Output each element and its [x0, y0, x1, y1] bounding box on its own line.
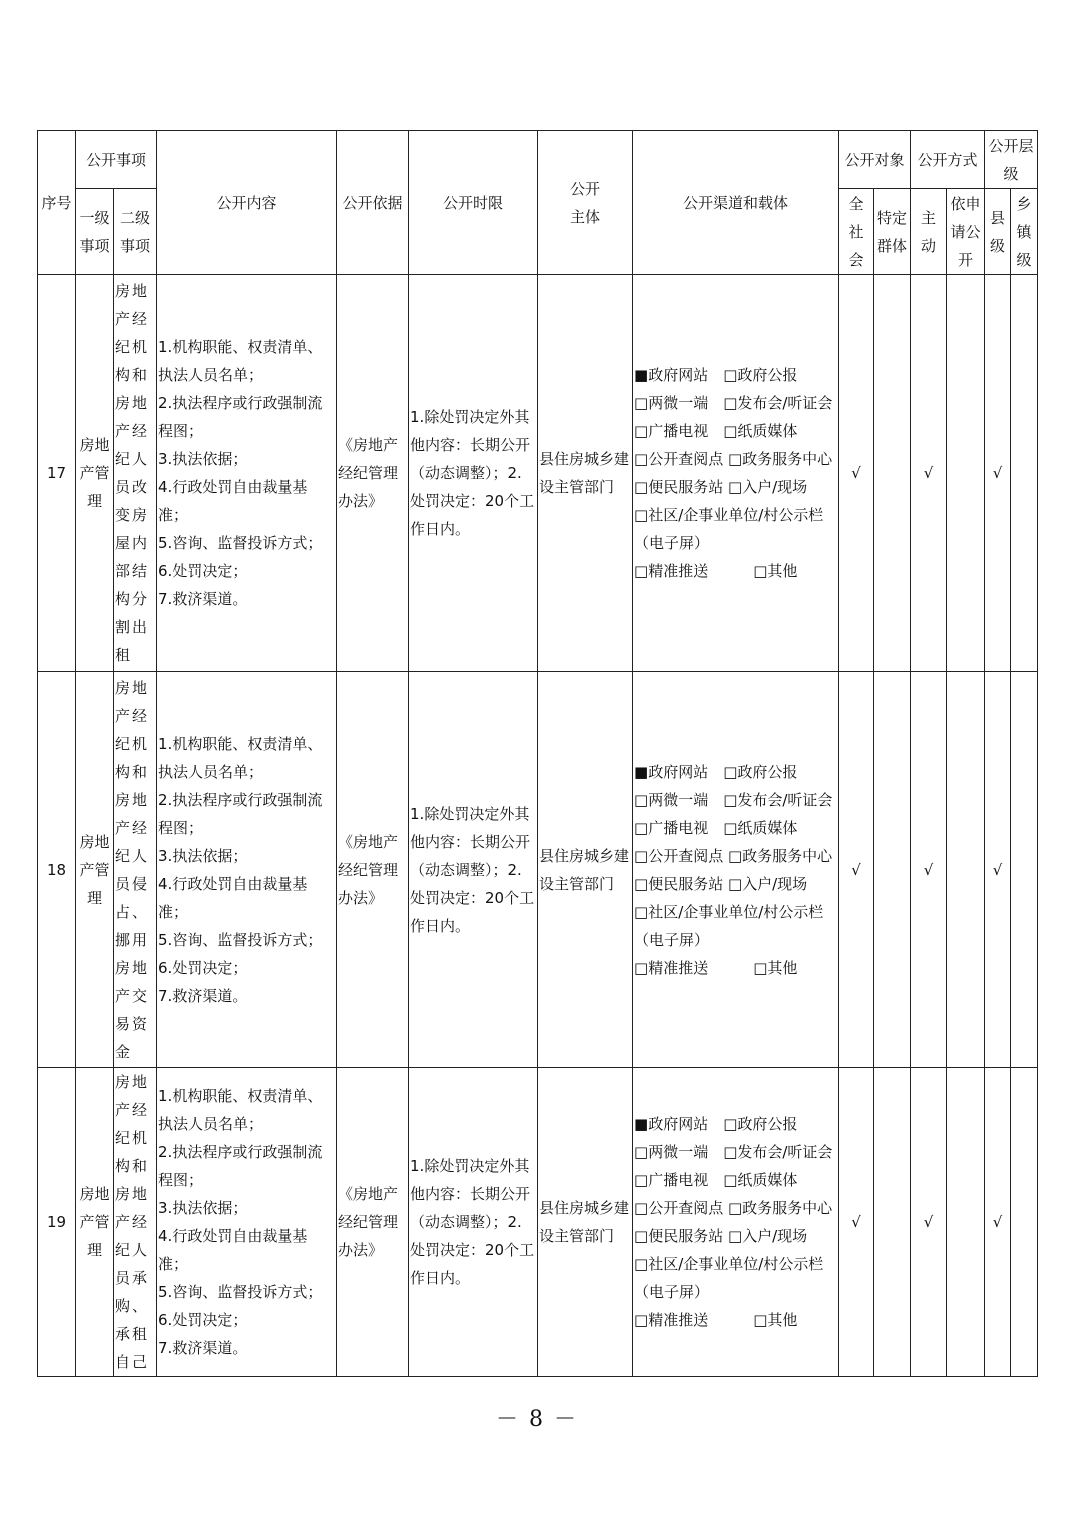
- header-seq: 序号: [38, 131, 76, 275]
- channel-option: ■政府网站 □政府公报: [634, 1115, 798, 1133]
- header-level2: 二级事项: [114, 189, 157, 275]
- row-time-limit: 1.除处罚决定外其他内容：长期公开（动态调整）；2.处罚决定：20个工作日内。: [409, 1068, 538, 1377]
- row-level1: 房地产管理: [76, 275, 114, 672]
- row-level1: 房地产管理: [76, 1068, 114, 1377]
- row-county-check: √: [985, 1068, 1011, 1377]
- page-number: － 8 －: [496, 1407, 578, 1432]
- row-basis: 《房地产经纪管理办法》: [337, 672, 409, 1068]
- row-seq: 17: [38, 275, 76, 672]
- content-line: 4.行政处罚自由裁量基准；: [158, 874, 308, 921]
- channel-option: □公开查阅点 □政务服务中心: [634, 846, 833, 865]
- row-seq: 19: [38, 1068, 76, 1377]
- content-line: 3.执法依据；: [158, 846, 248, 865]
- content-line: 2.执法程序或行政强制流程图；: [158, 394, 323, 440]
- header-target: 公开对象: [839, 131, 911, 189]
- content-line: 1.机构职能、权责清单、执法人员名单；: [158, 734, 323, 781]
- row-society-check: √: [839, 672, 874, 1068]
- content-line: 5.咨询、监督投诉方式；: [158, 1283, 323, 1301]
- content-line: 6.处罚决定；: [158, 562, 248, 580]
- row-basis: 《房地产经纪管理办法》: [337, 1068, 409, 1377]
- row-active-check: √: [911, 1068, 947, 1377]
- header-layer: 公开层级: [985, 131, 1038, 189]
- channel-option: □两微一端 □发布会/听证会: [634, 790, 833, 809]
- row-society-check: √: [839, 1068, 874, 1377]
- row-on-request-check: [947, 1068, 985, 1377]
- row-subject: 县住房城乡建设主管部门: [538, 1068, 633, 1377]
- content-line: 2.执法程序或行政强制流程图；: [158, 790, 323, 837]
- row-specific-check: [874, 1068, 911, 1377]
- content-line: 3.执法依据；: [158, 450, 248, 468]
- channel-option: □广播电视 □纸质媒体: [634, 818, 798, 837]
- channel-option: □便民服务站 □入户/现场: [634, 874, 808, 893]
- row-time-limit: 1.除处罚决定外其他内容：长期公开（动态调整）；2.处罚决定：20个工作日内。: [409, 672, 538, 1068]
- channel-option: □精准推送 □其他: [634, 958, 798, 977]
- row-township-check: [1011, 672, 1038, 1068]
- row-channels: [633, 1068, 839, 1377]
- content-line: 5.咨询、监督投诉方式；: [158, 930, 323, 949]
- content-line: 5.咨询、监督投诉方式；: [158, 534, 323, 552]
- channel-option: □精准推送 □其他: [634, 562, 798, 580]
- header-channel: 公开渠道和载体: [633, 131, 839, 275]
- content-line: 4.行政处罚自由裁量基准；: [158, 478, 308, 524]
- content-line: 2.执法程序或行政强制流程图；: [158, 1143, 323, 1189]
- channel-option: □社区/企事业单位/村公示栏（电子屏）: [634, 1255, 824, 1301]
- row-specific-check: [874, 275, 911, 672]
- content-line: 4.行政处罚自由裁量基准；: [158, 1227, 308, 1273]
- row-channels: [633, 275, 839, 672]
- header-specific: 特定群体: [874, 189, 911, 275]
- content-line: 6.处罚决定；: [158, 1311, 248, 1329]
- row-specific-check: [874, 672, 911, 1068]
- channel-option: □公开查阅点 □政务服务中心: [634, 450, 833, 468]
- content-line: 7.救济渠道。: [158, 1339, 248, 1357]
- channel-option: □广播电视 □纸质媒体: [634, 422, 798, 440]
- row-level2: 房地产经纪机构和房地产经纪人员侵占、挪用房地产交易资金: [114, 672, 157, 1068]
- channel-option: □公开查阅点 □政务服务中心: [634, 1199, 833, 1217]
- row-active-check: √: [911, 672, 947, 1068]
- row-township-check: [1011, 275, 1038, 672]
- table-row: [38, 672, 1038, 1068]
- header-mode: 公开方式: [911, 131, 985, 189]
- row-basis: 《房地产经纪管理办法》: [337, 275, 409, 672]
- row-content: [157, 672, 337, 1068]
- header-time-limit: 公开时限: [409, 131, 538, 275]
- content-line: 3.执法依据；: [158, 1199, 248, 1217]
- row-level1: 房地产管理: [76, 672, 114, 1068]
- header-level1: 一级事项: [76, 189, 114, 275]
- header-township: 乡镇级: [1011, 189, 1038, 275]
- channel-option: □广播电视 □纸质媒体: [634, 1171, 798, 1189]
- row-active-check: √: [911, 275, 947, 672]
- row-content: [157, 1068, 337, 1377]
- header-matters: 公开事项: [76, 131, 157, 189]
- header-society: 全社会: [839, 189, 874, 275]
- row-channels: [633, 672, 839, 1068]
- header-county: 县级: [985, 189, 1011, 275]
- content-line: 6.处罚决定；: [158, 958, 248, 977]
- row-level2: 房地产经纪机构和房地产经纪人员承购、承租自己: [114, 1068, 157, 1377]
- row-on-request-check: [947, 275, 985, 672]
- channel-option: □便民服务站 □入户/现场: [634, 1227, 808, 1245]
- channel-option: ■政府网站 □政府公报: [634, 762, 798, 781]
- channel-option: □两微一端 □发布会/听证会: [634, 1143, 833, 1161]
- header-active: 主动: [911, 189, 947, 275]
- channel-option: ■政府网站 □政府公报: [634, 366, 798, 384]
- row-county-check: √: [985, 275, 1011, 672]
- row-seq: 18: [38, 672, 76, 1068]
- disclosure-table: [37, 130, 1038, 1377]
- row-subject: 县住房城乡建设主管部门: [538, 672, 633, 1068]
- content-line: 7.救济渠道。: [158, 590, 248, 608]
- row-subject: 县住房城乡建设主管部门: [538, 275, 633, 672]
- row-society-check: √: [839, 275, 874, 672]
- row-on-request-check: [947, 672, 985, 1068]
- row-level2: 房地产经纪机构和房地产经纪人员改变房屋内部结构分割出租: [114, 275, 157, 672]
- row-content: [157, 275, 337, 672]
- row-county-check: √: [985, 672, 1011, 1068]
- table-row: [38, 275, 1038, 672]
- channel-option: □社区/企事业单位/村公示栏（电子屏）: [634, 902, 824, 949]
- content-line: 1.机构职能、权责清单、执法人员名单；: [158, 1087, 323, 1133]
- content-line: 1.机构职能、权责清单、执法人员名单；: [158, 338, 323, 384]
- header-content: 公开内容: [157, 131, 337, 275]
- header-basis: 公开依据: [337, 131, 409, 275]
- row-township-check: [1011, 1068, 1038, 1377]
- channel-option: □精准推送 □其他: [634, 1311, 798, 1329]
- table-body: [38, 275, 1038, 1377]
- header-subject: 公开主体: [538, 131, 633, 275]
- channel-option: □两微一端 □发布会/听证会: [634, 394, 833, 412]
- channel-option: □社区/企事业单位/村公示栏（电子屏）: [634, 506, 824, 552]
- table-row: [38, 1068, 1038, 1377]
- row-time-limit: 1.除处罚决定外其他内容：长期公开（动态调整）；2.处罚决定：20个工作日内。: [409, 275, 538, 672]
- content-line: 7.救济渠道。: [158, 986, 248, 1005]
- header-on-request: 依申请公开: [947, 189, 985, 275]
- channel-option: □便民服务站 □入户/现场: [634, 478, 808, 496]
